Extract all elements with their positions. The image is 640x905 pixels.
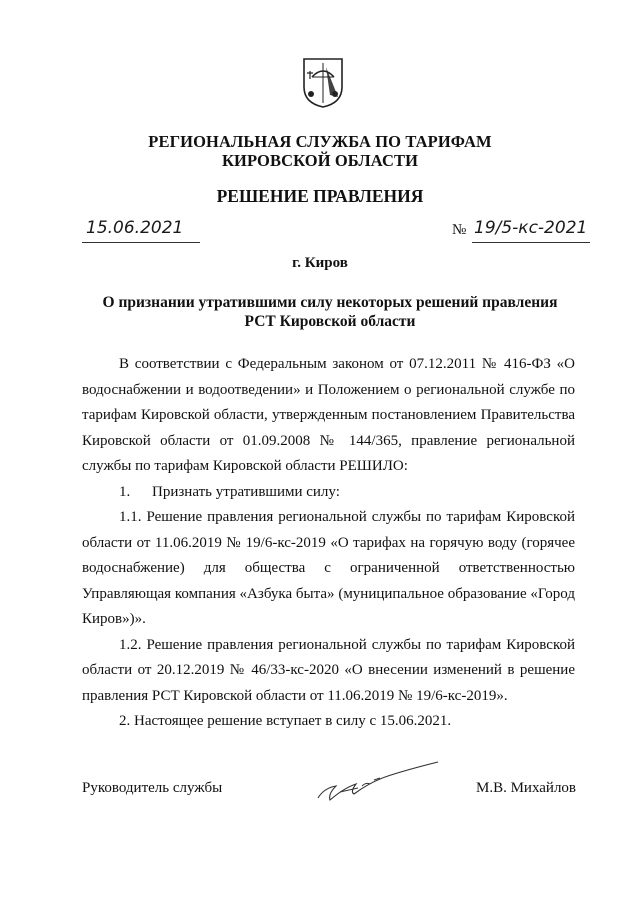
coat-of-arms-icon <box>302 57 344 109</box>
decision-title: РЕШЕНИЕ ПРАВЛЕНИЯ <box>216 186 424 206</box>
intro-paragraph: В соответствии с Федеральным законом от 07.12.2011 № 416-ФЗ «О водоснабжении и водоотведении» и Положением о региональной службе по тарифам Кировской области, утвержденным постановлением Правительства Кировской области от 01.09.2008 № 144/365, правление региональной службы по тарифам Кировской области РЕШИЛО: <box>82 356 575 474</box>
item-2: 2. Настоящее решение вступает в силу с 15.06.2021. <box>119 713 452 729</box>
item-1-1: 1.1. Решение правления региональной службы по тарифам Кировской области от 11.06.2019 № 19/6-кс-2019 «О тарифах на горячую воду (горячее водоснабжение) для общества с ограниченной ответственностью Управляющая компания «Азбука быта» (муниципальное образование «Город Киров»)». <box>82 509 575 627</box>
org-name <box>0 132 640 170</box>
item-1-2: 1.2. Решение правления региональной службы по тарифам Кировской области от 20.12.2019 № 46/33-кс-2020 «О внесении изменений в решение правления РСТ Кировской области от 11.06.2019 № 19/6-кс-2019». <box>82 636 575 704</box>
subject-title <box>100 293 560 331</box>
org-name-line2: КИРОВСКОЙ ОБЛАСТИ <box>221 151 419 170</box>
signature-icon <box>310 758 450 813</box>
item-1-marker: 1. <box>119 483 131 500</box>
decision-date: 15.06.2021 <box>86 218 184 238</box>
signatory-name: М.В. Михайлов <box>476 780 577 796</box>
item-1-text: Признать утратившими силу: <box>152 483 340 500</box>
subject-line2: РСТ Кировской области <box>244 313 416 330</box>
document-body <box>82 352 575 735</box>
city: г. Киров <box>292 255 348 271</box>
item-1 <box>82 480 575 506</box>
org-name-line1: РЕГИОНАЛЬНАЯ СЛУЖБА ПО ТАРИФАМ <box>148 132 492 151</box>
decision-number: 19/5-кс-2021 <box>474 218 588 238</box>
signatory-role: Руководитель службы <box>82 780 223 796</box>
number-sign: № <box>452 222 467 238</box>
subject-line1: О признании утратившими силу некоторых решений правления <box>102 294 558 311</box>
